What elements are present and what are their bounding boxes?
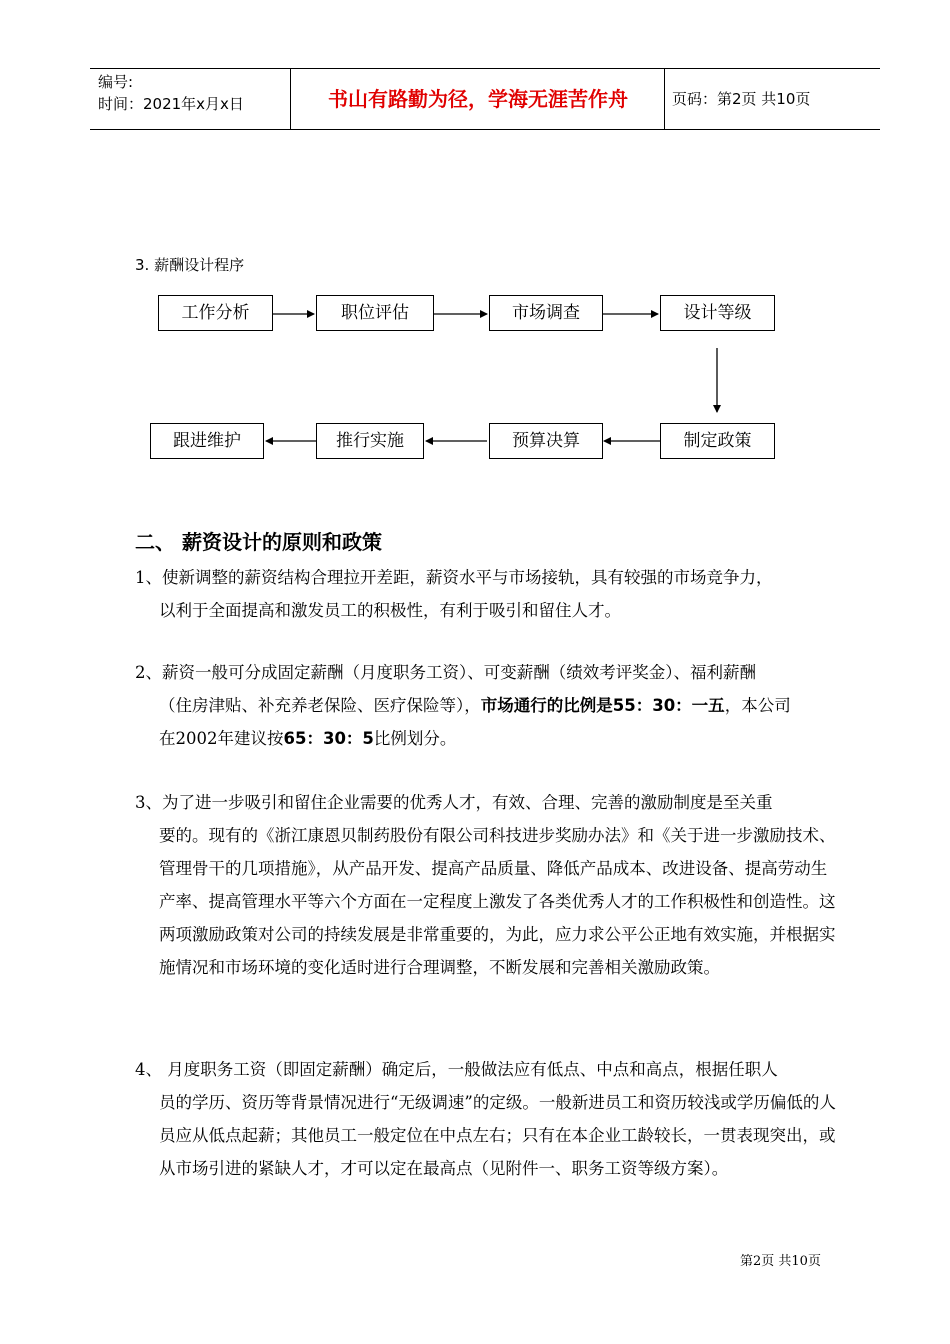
paragraph-2 bbox=[135, 656, 843, 755]
paragraph-4 bbox=[135, 1053, 843, 1185]
paragraph-1-rest: 以利于全面提高和激发员工的积极性，有利于吸引和留住人才。 bbox=[159, 601, 621, 620]
flow-arrows bbox=[0, 0, 950, 500]
flow-step-follow-up: 跟进维护 bbox=[150, 423, 264, 459]
flow-step-implementation: 推行实施 bbox=[316, 423, 424, 459]
paragraph-2-first-line: 2、薪资一般可分成固定薪酬（月度职务工资）、可变薪酬（绩效考评奖金）、福利薪酬 bbox=[135, 663, 756, 682]
section-title-principles: 二、 薪资设计的原则和政策 bbox=[135, 530, 382, 554]
header-page-number: 页码：第2页 共10页 bbox=[672, 90, 811, 108]
flow-step-position-evaluation: 职位评估 bbox=[316, 295, 434, 331]
flow-step-set-policy: 制定政策 bbox=[660, 423, 775, 459]
paragraph-2-text: ，本公司 bbox=[724, 696, 791, 715]
section-title-salary-procedure: 3. 薪酬设计程序 bbox=[135, 256, 245, 274]
paragraph-1-first-line: 1、使新调整的薪资结构合理拉开差距，薪资水平与市场接轨，具有较强的市场竞争力， bbox=[135, 568, 773, 587]
paragraph-3-rest: 要的。现有的《浙江康恩贝制药股份有限公司科技进步奖励办法》和《关于进一步激励技术、管理骨干的几项措施》，从产品开发、提高产品质量、降低产品成本、改进设备、提高劳动生产率、提高管理水平等六个方面在一定程度上激发了各类优秀人才的工作积极性和创造性。这两项激励政策对公司的持续发展是非常重要的，为此，应力求公平公正地有效实施，并根据实施情况和市场环境的变化适时进行合理调整，不断发展和完善相关激励政策。 bbox=[159, 826, 836, 977]
document-number-label: 编号: bbox=[98, 73, 134, 91]
flow-step-budget: 预算决算 bbox=[489, 423, 603, 459]
paragraph-2-text: （住房津贴、补充养老保险、医疗保险等）， bbox=[159, 696, 481, 715]
flow-step-job-analysis: 工作分析 bbox=[158, 295, 273, 331]
paragraph-3 bbox=[135, 786, 843, 984]
paragraph-4-rest: 员的学历、资历等背景情况进行“无级调速”的定级。一般新进员工和资历较浅或学历偏低的人员应从低点起薪；其他员工一般定位在中点左右；只有在本企业工龄较长，一贯表现突出，或从市场引进的紧缺人才，才可以定在最高点（见附件一、职务工资等级方案）。 bbox=[159, 1093, 836, 1178]
paragraph-2-text: 在2002年建议按 bbox=[159, 729, 284, 748]
document-time-label: 时间：2021年x月x日 bbox=[98, 95, 244, 113]
paragraph-1 bbox=[135, 561, 843, 627]
paragraph-2-line-2 bbox=[135, 689, 843, 722]
header-motto: 书山有路勤为径，学海无涯苦作舟 bbox=[328, 87, 628, 111]
paragraph-2-text: 比例划分。 bbox=[373, 729, 457, 748]
flow-step-design-grades: 设计等级 bbox=[660, 295, 775, 331]
paragraph-2-line-3 bbox=[135, 722, 843, 755]
paragraph-3-first-line: 3、为了进一步吸引和留住企业需要的优秀人才，有效、合理、完善的激励制度是至关重 bbox=[135, 793, 773, 812]
flow-step-market-survey: 市场调查 bbox=[489, 295, 603, 331]
paragraph-4-first-line: 4、 月度职务工资（即固定薪酬）确定后，一般做法应有低点、中点和高点，根据任职人 bbox=[135, 1060, 778, 1079]
footer-page-number: 第2页 共10页 bbox=[740, 1254, 821, 1269]
market-ratio: 市场通行的比例是55：30：一五 bbox=[480, 696, 725, 715]
company-ratio: 65：30：5 bbox=[283, 729, 374, 748]
